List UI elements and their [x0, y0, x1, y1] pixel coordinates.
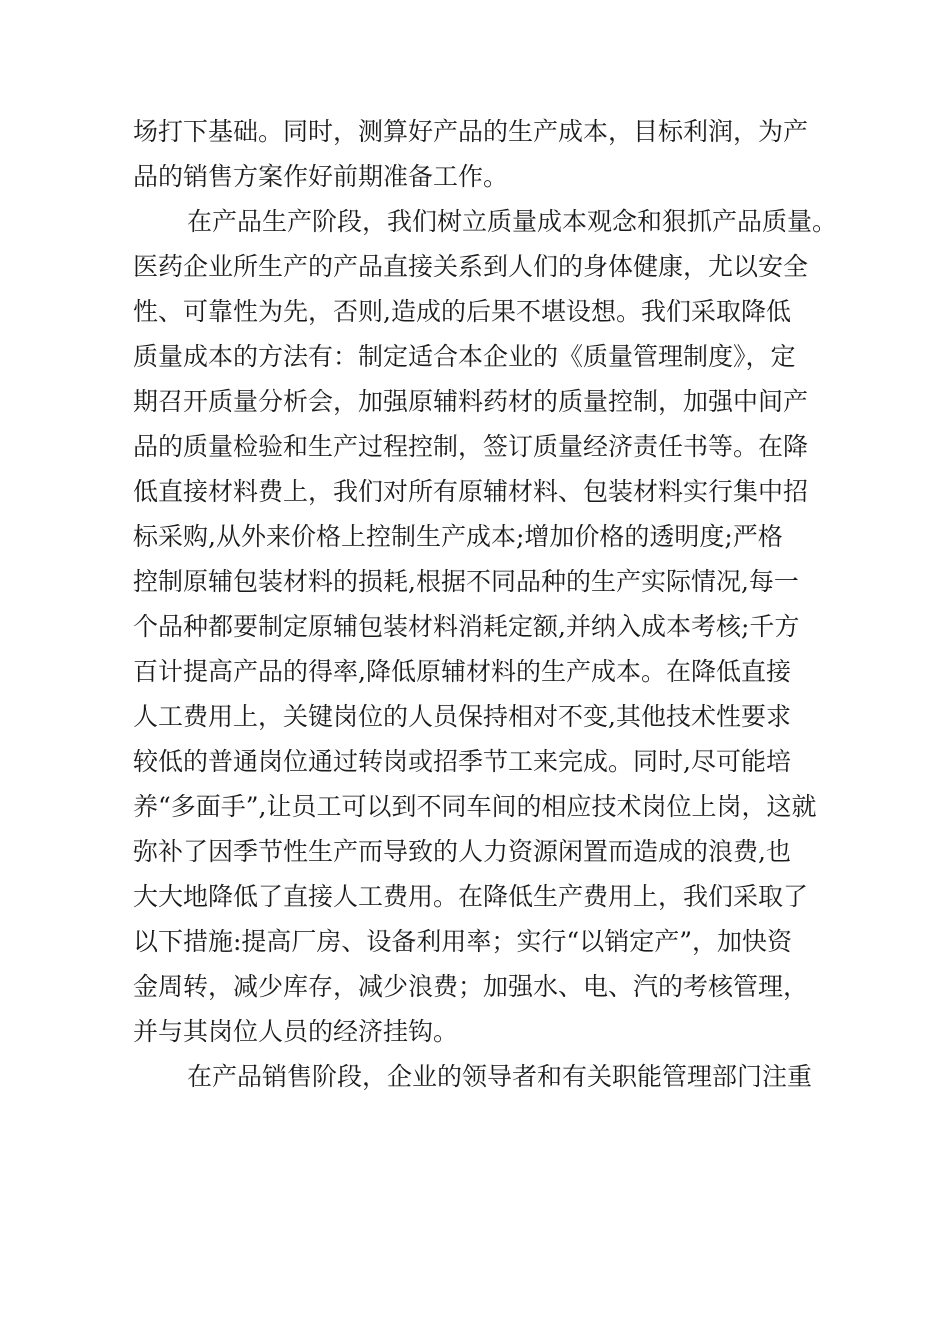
text-line: 质量成本的方法有：制定适合本企业的《质量管理制度》，定	[133, 342, 796, 371]
text-line: 弥补了因季节性生产而导致的人力资源闲置而造成的浪费,也	[133, 837, 791, 866]
text-line: 医药企业所生产的产品直接关系到人们的身体健康，尤以安全	[133, 252, 809, 281]
text-line: 品的质量检验和生产过程控制，签订质量经济责任书等。在降	[133, 432, 809, 461]
text-line: 控制原辅包装材料的损耗,根据不同品种的生产实际情况,每一	[133, 567, 799, 596]
text-line: 期召开质量分析会，加强原辅料药材的质量控制，加强中间产	[133, 387, 809, 416]
text-line: 标采购,从外来价格上控制生产成本;增加价格的透明度;严格	[133, 522, 783, 551]
text-line: 场打下基础。同时，测算好产品的生产成本，目标利润，为产	[133, 117, 809, 146]
text-line: 在产品销售阶段，企业的领导者和有关职能管理部门注重	[187, 1062, 813, 1091]
text-line: 以下措施:提高厂房、设备利用率；实行“以销定产”，加快资	[133, 927, 792, 956]
text-line: 养“多面手”,让员工可以到不同车间的相应技术岗位上岗，这就	[133, 792, 817, 821]
text-line: 大大地降低了直接人工费用。在降低生产费用上，我们采取了	[133, 882, 809, 911]
text-line: 品的销售方案作好前期准备工作。	[133, 162, 509, 191]
text-line: 人工费用上，关键岗位的人员保持相对不变,其他技术性要求	[133, 702, 791, 731]
text-line: 较低的普通岗位通过转岗或招季节工来完成。同时,尽可能培	[133, 747, 791, 776]
text-line: 并与其岗位人员的经济挂钩。	[133, 1017, 459, 1046]
body-text	[133, 109, 838, 1099]
text-line: 低直接材料费上，我们对所有原辅材料、包装材料实行集中招	[133, 477, 809, 506]
text-line: 百计提高产品的得率,降低原辅材料的生产成本。在降低直接	[133, 657, 791, 686]
text-line: 个品种都要制定原辅包装材料消耗定额,并纳入成本考核;千方	[133, 612, 800, 641]
text-line: 性、可靠性为先，否则,造成的后果不堪设想。我们采取降低	[133, 297, 791, 326]
text-line: 金周转，减少库存，减少浪费；加强水、电、汽的考核管理，	[133, 972, 809, 1001]
text-line: 在产品生产阶段，我们树立质量成本观念和狠抓产品质量。	[187, 207, 838, 236]
